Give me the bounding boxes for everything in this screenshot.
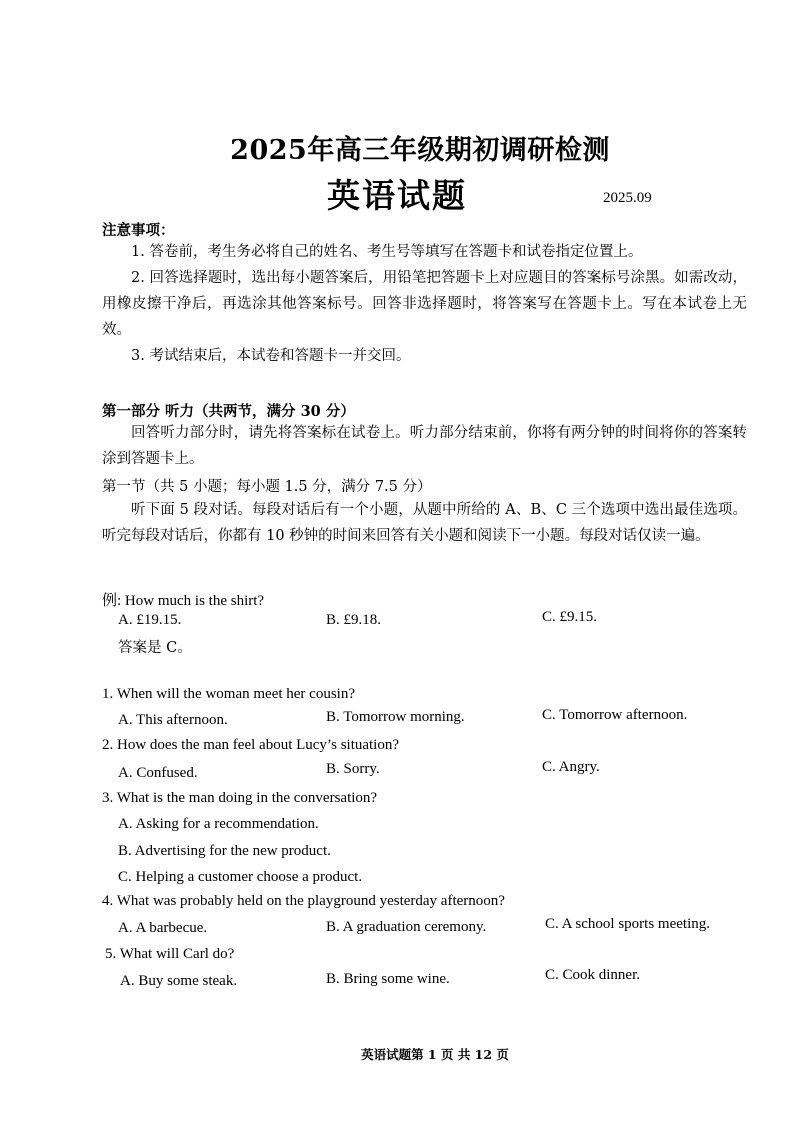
question-5: 5. What will Carl do?: [105, 946, 235, 962]
section1-intro: 听下面 5 段对话。每段对话后有一个小题，从题中所给的 A、B、C 三个选项中选出最佳选项。听完每段对话后，你都有 10 秒钟的时间来回答有关小题和阅读下一小题。每段对话仅读一遍。: [102, 502, 747, 544]
q2-option-b: B. Sorry.: [326, 761, 380, 777]
q5-option-c: C. Cook dinner.: [545, 967, 641, 983]
question-2: 2. How does the man feel about Lucy’s situation?: [102, 737, 400, 753]
question-3: 3. What is the man doing in the conversation?: [102, 790, 378, 806]
q4-option-b: B. A graduation ceremony.: [326, 919, 487, 935]
example-answer: 答案是 C。: [118, 640, 192, 656]
q3-option-b: B. Advertising for the new product.: [118, 843, 331, 859]
part1-intro: 回答听力部分时，请先将答案标在试卷上。听力部分结束前，你将有两分钟的时间将你的答案转涂到答题卡上。: [102, 425, 747, 467]
exam-date: 2025.09: [603, 190, 652, 206]
q3-option-a: A. Asking for a recommendation.: [118, 816, 319, 832]
section1-heading: 第一节（共 5 小题；每小题 1.5 分，满分 7.5 分）: [102, 479, 432, 495]
notice-heading: 注意事项：: [102, 222, 175, 239]
example-option-a: A. £19.15.: [118, 612, 182, 628]
q2-option-c: C. Angry.: [542, 759, 600, 775]
q1-option-a: A. This afternoon.: [118, 712, 228, 728]
notice-item-1: 1. 答卷前，考生务必将自己的姓名、考生号等填写在答题卡和试卷指定位置上。: [131, 244, 643, 260]
q5-option-a: A. Buy some steak.: [120, 973, 238, 989]
q5-option-b: B. Bring some wine.: [326, 971, 450, 987]
q4-option-a: A. A barbecue.: [118, 920, 208, 936]
example-option-b: B. £9.18.: [326, 612, 382, 628]
example-option-c: C. £9.15.: [542, 609, 598, 625]
notice-item-3: 3. 考试结束后，本试卷和答题卡一并交回。: [131, 348, 411, 364]
q1-option-c: C. Tomorrow afternoon.: [542, 707, 688, 723]
part1-heading: 第一部分 听力（共两节，满分 30 分）: [102, 403, 355, 420]
page-footer: 英语试题第 1 页 共 12 页: [361, 1047, 509, 1062]
q3-option-c: C. Helping a customer choose a product.: [118, 869, 363, 885]
notice-item-2: 2. 回答选择题时，选出每小题答案后，用铅笔把答题卡上对应题目的答案标号涂黑。如需改动，用橡皮擦干净后，再选涂其他答案标号。回答非选择题时，将答案写在答题卡上。写在本试卷上无效。: [102, 270, 747, 338]
subject-title: 英语试题: [327, 176, 467, 215]
q4-option-c: C. A school sports meeting.: [545, 916, 710, 932]
exam-title: 2025年高三年级期初调研检测: [230, 135, 610, 166]
example-question: 例: How much is the shirt?: [102, 593, 265, 609]
q2-option-a: A. Confused.: [118, 765, 198, 781]
q1-option-b: B. Tomorrow morning.: [326, 709, 465, 725]
question-4: 4. What was probably held on the playground yesterday afternoon?: [102, 893, 505, 909]
question-1: 1. When will the woman meet her cousin?: [102, 686, 355, 702]
